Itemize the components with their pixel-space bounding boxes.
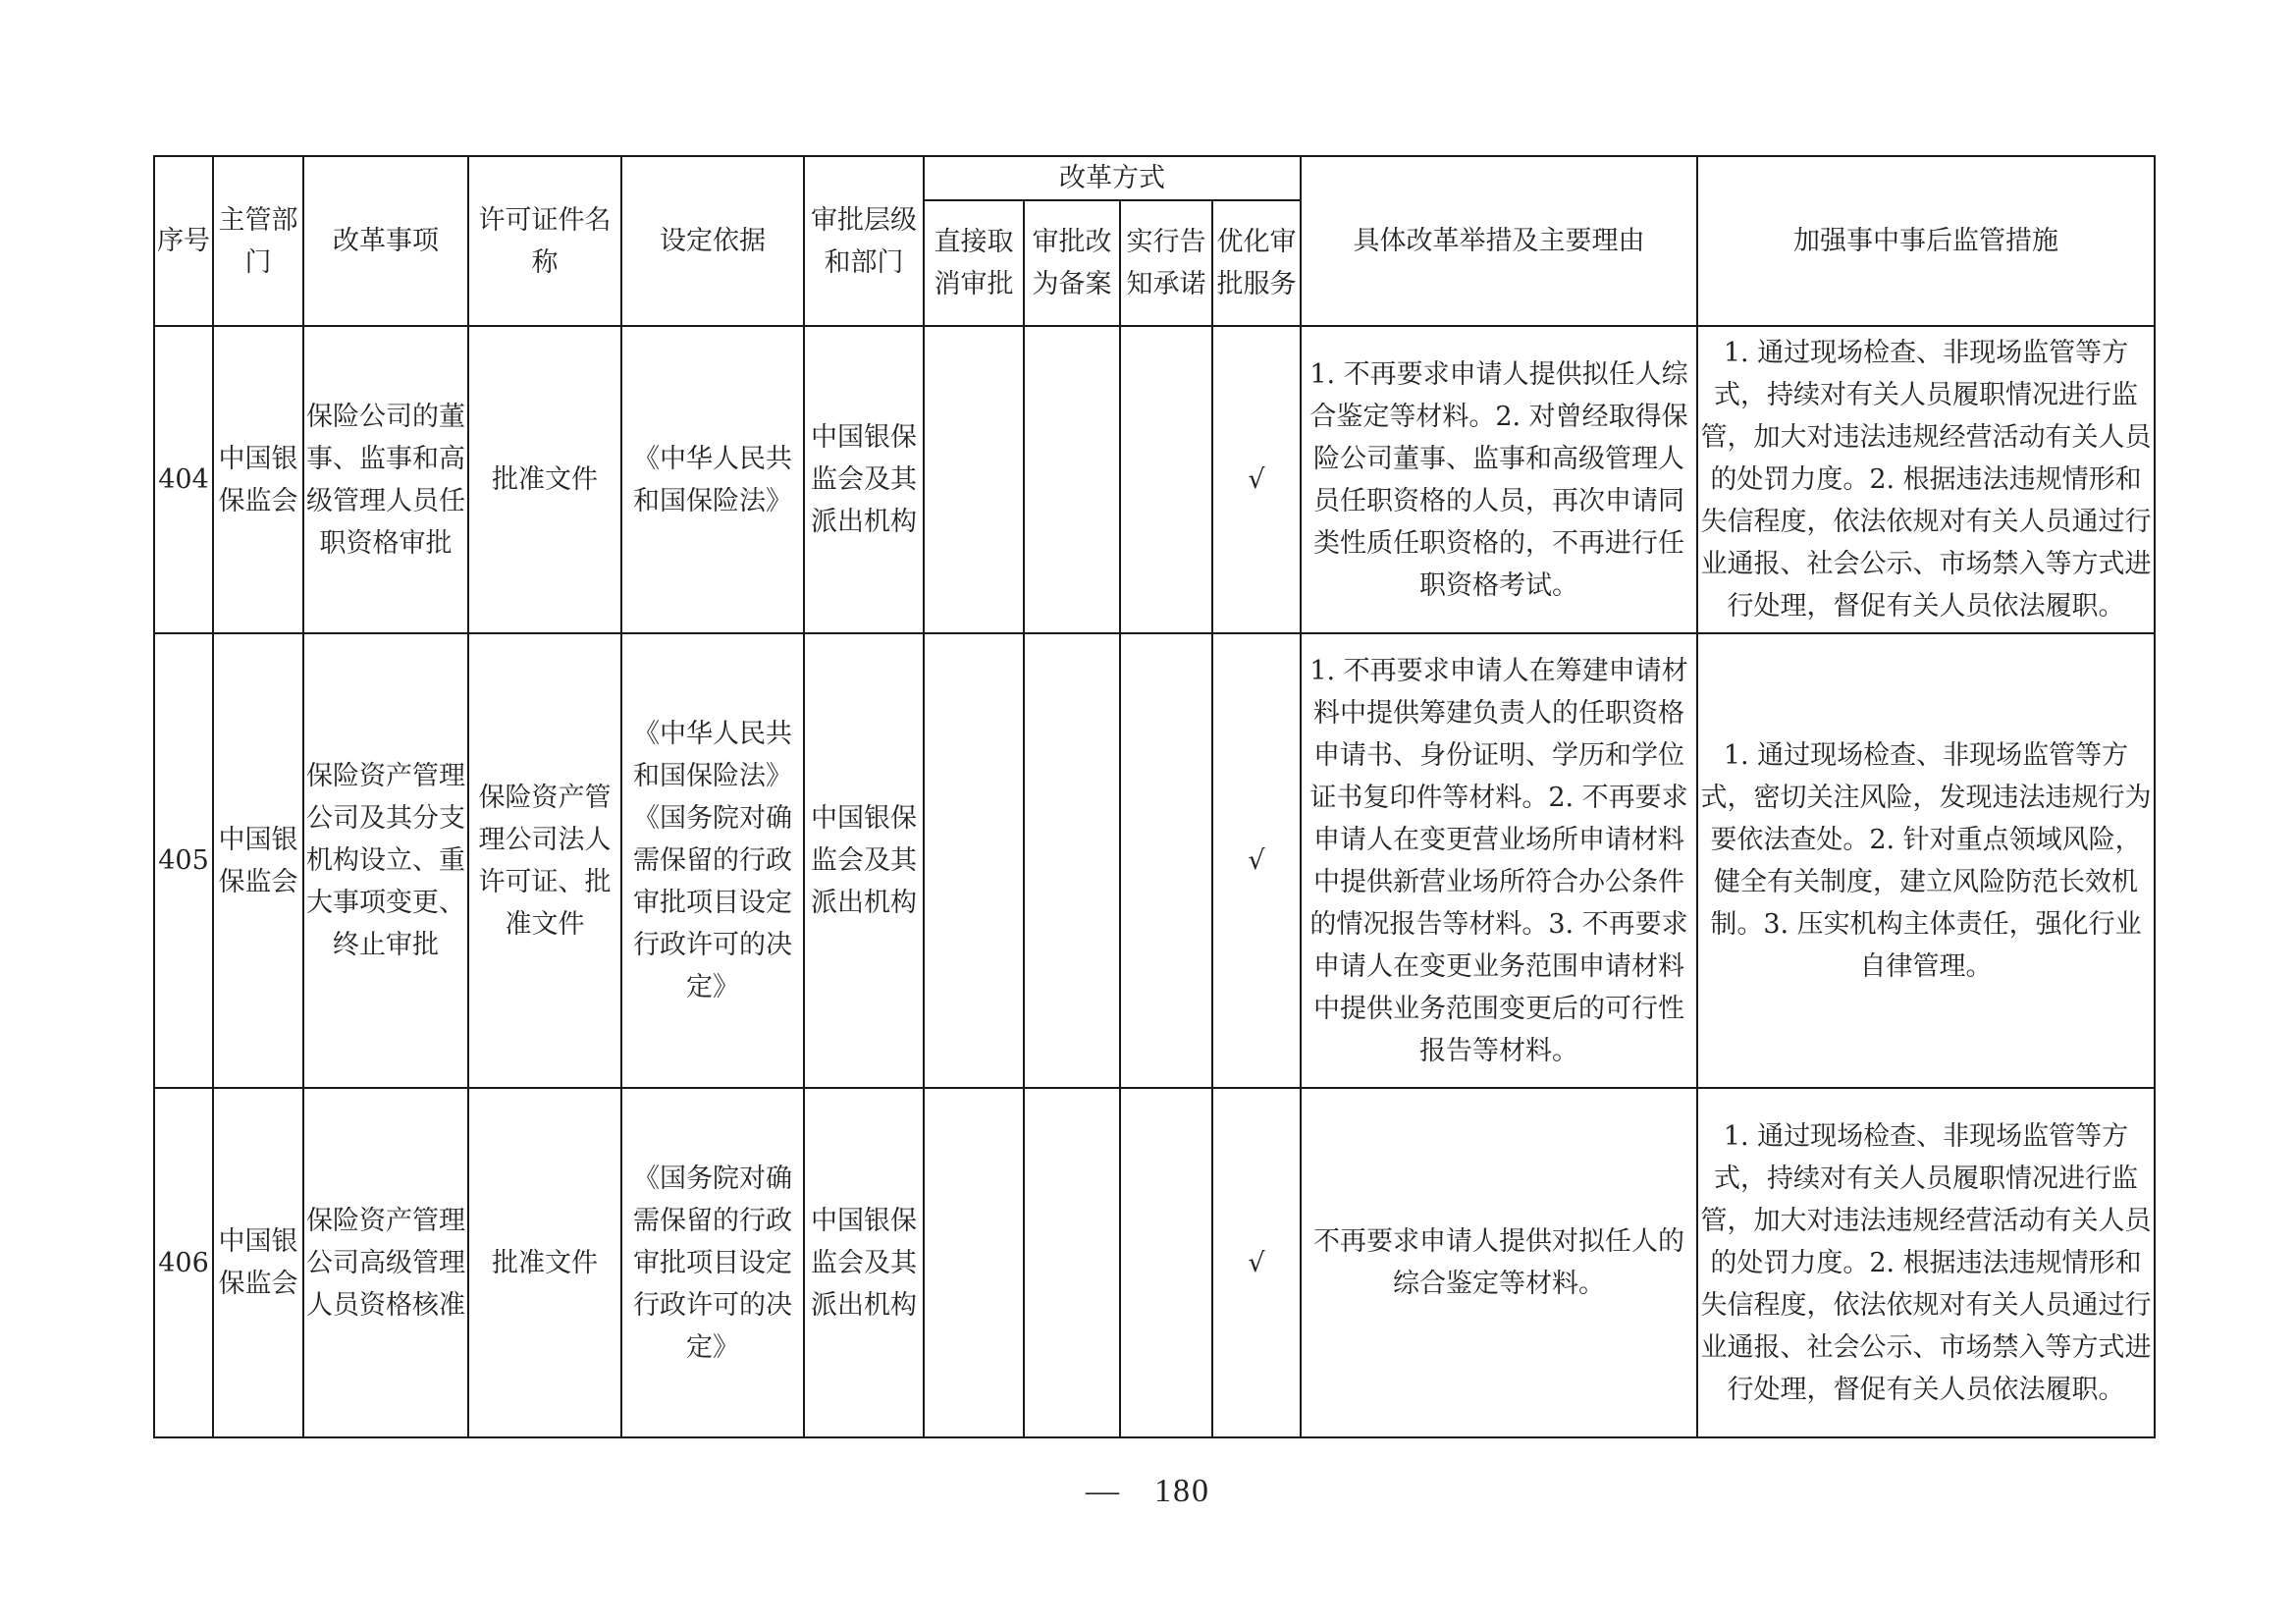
header-measures: 具体改革举措及主要理由 xyxy=(1301,156,1697,326)
header-supervision: 加强事中事后监管措施 xyxy=(1697,156,2155,326)
row-supervision: 1. 通过现场检查、非现场监管等方式，持续对有关人员履职情况进行监管，加大对违法违规经营活动有关人员的处罚力度。2. 根据违法违规情形和失信程度，依法依规对有关人员通过行业通报、社会公示、市场禁入等方式进行处理，督促有关人员依法履职。 xyxy=(1697,326,2155,633)
row-seq: 404 xyxy=(154,326,213,633)
header-method-group: 改革方式 xyxy=(924,156,1301,200)
row-method-filing xyxy=(1024,633,1120,1088)
page-number: 180 xyxy=(1154,1473,1210,1509)
row-method-commitment xyxy=(1120,1088,1212,1437)
row-item: 保险资产管理公司及其分支机构设立、重大事项变更、终止审批 xyxy=(303,633,468,1088)
header-level: 审批层级和部门 xyxy=(804,156,924,326)
row-method-filing xyxy=(1024,326,1120,633)
row-method-cancel xyxy=(924,326,1024,633)
row-method-commitment xyxy=(1120,326,1212,633)
table-row xyxy=(154,326,2155,633)
header-license: 许可证件名称 xyxy=(468,156,621,326)
row-measures: 不再要求申请人提供对拟任人的综合鉴定等材料。 xyxy=(1301,1088,1697,1437)
row-license: 批准文件 xyxy=(468,1088,621,1437)
table-row xyxy=(154,633,2155,1088)
table-row xyxy=(154,1088,2155,1437)
row-dept: 中国银保监会 xyxy=(213,1088,303,1437)
reform-table xyxy=(153,155,2156,1438)
page-footer xyxy=(0,1473,2296,1510)
header-method-filing: 审批改为备案 xyxy=(1024,200,1120,326)
row-method-commitment xyxy=(1120,633,1212,1088)
row-item: 保险资产管理公司高级管理人员资格核准 xyxy=(303,1088,468,1437)
row-method-cancel xyxy=(924,633,1024,1088)
header-method-commitment: 实行告知承诺 xyxy=(1120,200,1212,326)
row-license: 批准文件 xyxy=(468,326,621,633)
row-basis: 《中华人民共和国保险法》《国务院对确需保留的行政审批项目设定行政许可的决定》 xyxy=(621,633,804,1088)
row-license: 保险资产管理公司法人许可证、批准文件 xyxy=(468,633,621,1088)
header-item: 改革事项 xyxy=(303,156,468,326)
row-level: 中国银保监会及其派出机构 xyxy=(804,1088,924,1437)
header-method-cancel: 直接取消审批 xyxy=(924,200,1024,326)
row-level: 中国银保监会及其派出机构 xyxy=(804,326,924,633)
row-dept: 中国银保监会 xyxy=(213,326,303,633)
row-basis: 《中华人民共和国保险法》 xyxy=(621,326,804,633)
row-method-optimize: √ xyxy=(1212,633,1301,1088)
header-seq: 序号 xyxy=(154,156,213,326)
header-basis: 设定依据 xyxy=(621,156,804,326)
row-seq: 405 xyxy=(154,633,213,1088)
row-supervision: 1. 通过现场检查、非现场监管等方式，密切关注风险，发现违法违规行为要依法查处。2. 针对重点领域风险，健全有关制度，建立风险防范长效机制。3. 压实机构主体责任，强化行业自律管理。 xyxy=(1697,633,2155,1088)
row-measures: 1. 不再要求申请人在筹建申请材料中提供筹建负责人的任职资格申请书、身份证明、学历和学位证书复印件等材料。2. 不再要求申请人在变更营业场所申请材料中提供新营业场所符合办公条件的情况报告等材料。3. 不再要求申请人在变更业务范围申请材料中提供业务范围变更后的可行性报告等材料。 xyxy=(1301,633,1697,1088)
row-level: 中国银保监会及其派出机构 xyxy=(804,633,924,1088)
row-method-cancel xyxy=(924,1088,1024,1437)
row-method-filing xyxy=(1024,1088,1120,1437)
header-method-optimize: 优化审批服务 xyxy=(1212,200,1301,326)
header-dept: 主管部门 xyxy=(213,156,303,326)
row-supervision: 1. 通过现场检查、非现场监管等方式，持续对有关人员履职情况进行监管，加大对违法违规经营活动有关人员的处罚力度。2. 根据违法违规情形和失信程度，依法依规对有关人员通过行业通报、社会公示、市场禁入等方式进行处理，督促有关人员依法履职。 xyxy=(1697,1088,2155,1437)
row-basis: 《国务院对确需保留的行政审批项目设定行政许可的决定》 xyxy=(621,1088,804,1437)
row-method-optimize: √ xyxy=(1212,1088,1301,1437)
row-seq: 406 xyxy=(154,1088,213,1437)
row-dept: 中国银保监会 xyxy=(213,633,303,1088)
row-measures: 1. 不再要求申请人提供拟任人综合鉴定等材料。2. 对曾经取得保险公司董事、监事和高级管理人员任职资格的人员，再次申请同类性质任职资格的，不再进行任职资格考试。 xyxy=(1301,326,1697,633)
footer-dash: — xyxy=(1086,1473,1121,1509)
row-method-optimize: √ xyxy=(1212,326,1301,633)
row-item: 保险公司的董事、监事和高级管理人员任职资格审批 xyxy=(303,326,468,633)
